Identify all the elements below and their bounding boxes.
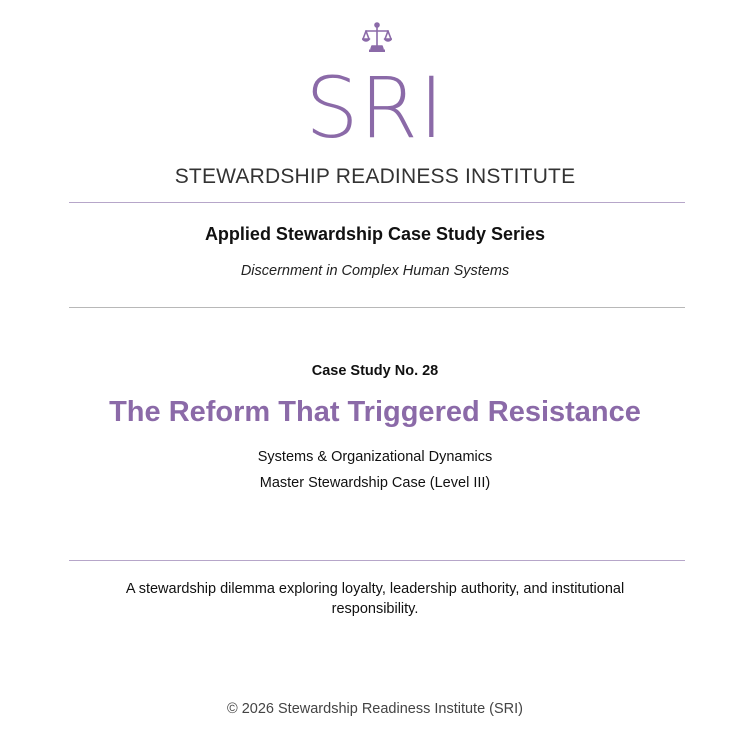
divider-bottom: [69, 560, 685, 561]
case-title: The Reform That Triggered Resistance: [109, 396, 641, 428]
divider-middle: [69, 307, 685, 308]
case-number: Case Study No. 28: [311, 363, 439, 379]
organization-name: STEWARDSHIP READINESS INSTITUTE: [174, 165, 576, 188]
copyright-notice: © 2026 Stewardship Readiness Institute (SRI): [227, 701, 523, 717]
series-subtitle: Discernment in Complex Human Systems: [240, 263, 510, 279]
case-summary: A stewardship dilemma exploring loyalty, leadership authority, and institutional responsibility.: [125, 581, 625, 617]
scales-of-justice-icon: [362, 22, 392, 54]
case-level: Master Stewardship Case (Level III): [259, 475, 491, 491]
divider-top: [69, 202, 685, 203]
case-category: Systems & Organizational Dynamics: [257, 449, 493, 465]
institute-acronym-logo: SRI: [305, 59, 445, 157]
series-title: Applied Stewardship Case Study Series: [204, 224, 546, 244]
